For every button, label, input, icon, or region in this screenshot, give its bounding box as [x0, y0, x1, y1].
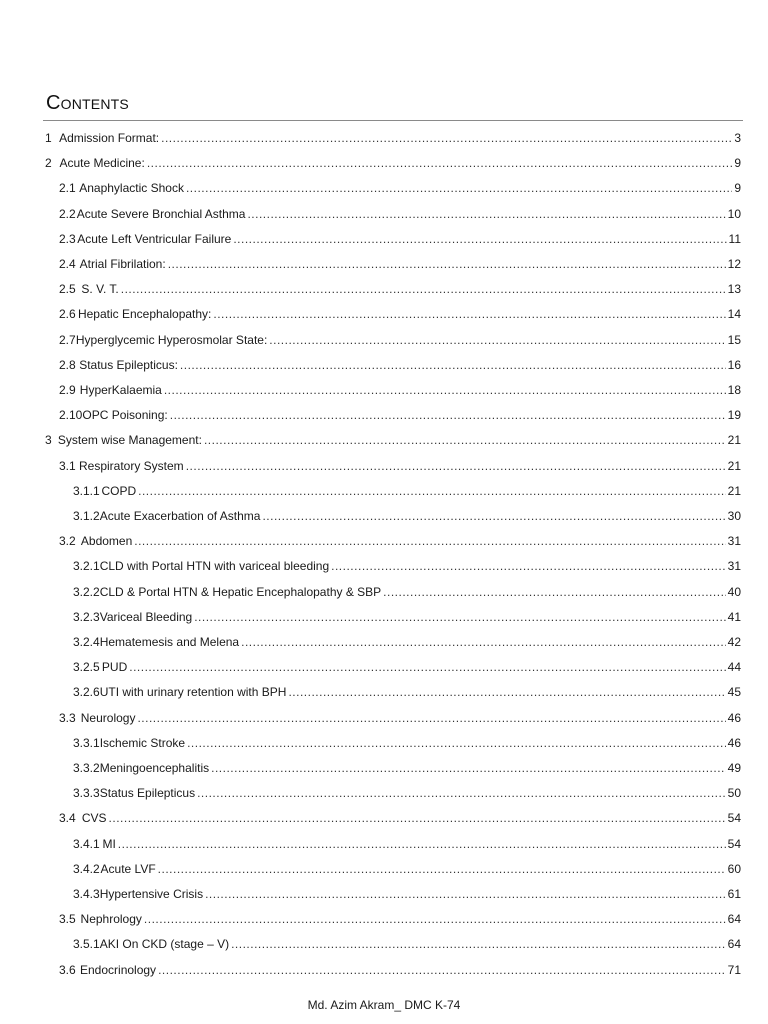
toc-entry-title: HyperKalaemia — [79, 383, 162, 397]
toc-entry-page: 50 — [727, 786, 741, 801]
toc-dot-leader — [161, 128, 732, 148]
toc-entry-title: Meningoencephalitis — [99, 761, 210, 775]
toc-entry-page: 60 — [727, 861, 741, 876]
toc-entry-page: 44 — [727, 660, 741, 675]
toc-entry-title: Status Epilepticus: — [79, 357, 178, 372]
toc-entry-page: 10 — [727, 206, 741, 221]
toc-dot-leader — [211, 758, 726, 778]
toc-entry-title: Acute Medicine: — [59, 156, 145, 171]
toc-entry[interactable] — [59, 355, 741, 375]
toc-entry-number: 2.8 — [59, 357, 76, 372]
toc-entry[interactable] — [59, 708, 741, 728]
toc-entry-page: 41 — [727, 609, 741, 624]
toc-entry-title: Endocrinology — [80, 962, 157, 977]
toc-entry-title: Ischemic Stroke — [99, 735, 186, 750]
toc-dot-leader — [383, 582, 725, 602]
toc-entry-page: 13 — [727, 282, 741, 297]
toc-entry[interactable] — [73, 607, 741, 627]
toc-entry-title: Variceal Bleeding — [99, 609, 193, 624]
toc-entry-number: 2 — [45, 156, 52, 171]
toc-entry[interactable] — [59, 808, 741, 828]
toc-dot-leader — [269, 330, 725, 350]
toc-entry-page: 46 — [727, 735, 741, 750]
toc-dot-leader — [197, 783, 726, 803]
toc-entry-title: AKI On CKD (stage – V) — [99, 937, 230, 952]
toc-entry[interactable] — [73, 884, 741, 904]
toc-entry[interactable] — [59, 960, 741, 980]
toc-entry-number: 2.3 — [59, 231, 76, 246]
toc-entry-page: 31 — [727, 559, 741, 574]
toc-entry[interactable] — [73, 733, 741, 753]
toc-entry-page: 9 — [734, 181, 741, 196]
toc-entry-page: 3 — [734, 131, 741, 145]
toc-dot-leader — [147, 153, 732, 173]
toc-dot-leader — [164, 380, 726, 400]
toc-entry-title: Hematemesis and Melena — [99, 635, 240, 649]
toc-dot-leader — [241, 632, 726, 652]
toc-dot-leader — [205, 884, 726, 904]
toc-entry-title: Acute Exacerbation of Asthma — [99, 509, 261, 523]
page-footer: Md. Azim Akram_ DMC K-74 — [307, 998, 461, 1012]
toc-entry-number: 2.1 — [59, 181, 76, 196]
toc-entry-number: 2.6 — [59, 307, 76, 322]
toc-entry-number: 3.2.1 — [73, 559, 100, 574]
toc-entry-number: 2.2 — [59, 206, 76, 221]
toc-dot-leader — [109, 808, 726, 828]
toc-entry-page: 71 — [727, 962, 741, 977]
toc-entry-page: 46 — [727, 710, 741, 725]
toc-dot-leader — [204, 430, 726, 450]
toc-dot-leader — [158, 859, 726, 879]
toc-dot-leader — [137, 708, 725, 728]
toc-dot-leader — [134, 531, 725, 551]
toc-entry-number: 3.1.1 — [73, 483, 100, 498]
toc-entry-page: 61 — [727, 887, 741, 901]
toc-entry-number: 3.6 — [59, 962, 76, 977]
toc-entry[interactable] — [73, 632, 741, 652]
toc-entry-title: Status Epilepticus — [99, 786, 196, 801]
toc-dot-leader — [186, 456, 726, 476]
toc-entry-title: OPC Poisoning: — [82, 408, 168, 423]
toc-entry-title: Hepatic Encephalopathy: — [77, 307, 212, 322]
toc-entry[interactable] — [73, 556, 741, 576]
toc-entry-title: Abdomen — [80, 534, 133, 549]
toc-entry[interactable] — [73, 859, 741, 879]
toc-dot-leader — [138, 481, 726, 501]
toc-entry-number: 3.3.2 — [73, 761, 100, 775]
toc-entry-title: Anaphylactic Shock — [79, 181, 184, 196]
toc-entry-number: 3.3 — [59, 710, 76, 725]
toc-entry-number: 3.4.2 — [73, 861, 100, 876]
toc-entry[interactable] — [59, 279, 741, 299]
toc-entry-number: 2.4 — [59, 257, 76, 271]
toc-entry-title: Hyperglycemic Hyperosmolar State: — [75, 332, 268, 347]
toc-dot-leader — [194, 607, 725, 627]
toc-entry[interactable] — [59, 531, 741, 551]
toc-dot-leader — [213, 304, 725, 324]
toc-entry[interactable] — [59, 229, 741, 249]
toc-entry-title: Acute Severe Bronchial Asthma — [76, 206, 246, 221]
toc-entry-page: 42 — [727, 635, 741, 649]
toc-entry-title: COPD — [101, 483, 137, 498]
toc-dot-leader — [129, 657, 725, 677]
toc-dot-leader — [262, 506, 725, 526]
toc-dot-leader — [186, 178, 732, 198]
toc-entry-title: CLD with Portal HTN with variceal bleeding — [99, 559, 330, 574]
toc-entry-number: 2.7 — [59, 332, 76, 347]
page-title: Contents — [46, 92, 129, 114]
toc-entry[interactable] — [73, 783, 741, 803]
toc-entry-number: 3.1.2 — [73, 509, 100, 523]
toc-entry-number: 2.10 — [59, 408, 83, 423]
toc-entry[interactable] — [73, 481, 741, 501]
toc-entry-number: 3.2.2 — [73, 584, 100, 599]
toc-entry-number: 3.2.3 — [73, 609, 100, 624]
toc-entry-page: 21 — [727, 433, 741, 448]
toc-entry-page: 64 — [727, 937, 741, 952]
toc-entry-title: PUD — [101, 660, 128, 675]
toc-entry[interactable] — [73, 758, 741, 778]
toc-entry-number: 3.4.1 — [73, 836, 100, 851]
toc-entry-page: 21 — [727, 483, 741, 498]
toc-entry[interactable] — [73, 657, 741, 677]
toc-dot-leader — [170, 405, 726, 425]
toc-entry-title: CVS — [81, 811, 107, 826]
toc-entry-title: Nephrology — [80, 912, 142, 927]
toc-dot-leader — [233, 229, 726, 249]
toc-entry-page: 49 — [727, 761, 741, 775]
toc-entry[interactable] — [59, 909, 741, 929]
toc-entry-number: 3.2.6 — [73, 685, 100, 700]
toc-entry-page: 19 — [727, 408, 741, 423]
toc-entry-title: UTI with urinary retention with BPH — [99, 685, 287, 700]
toc-dot-leader — [331, 556, 726, 576]
toc-entry[interactable] — [59, 330, 741, 350]
toc-entry-page: 15 — [727, 332, 741, 347]
toc-entry-number: 3.5 — [59, 912, 76, 927]
toc-entry[interactable] — [45, 128, 741, 148]
toc-entry-title: Admission Format: — [59, 131, 160, 145]
toc-entry-page: 16 — [727, 357, 741, 372]
toc-entry[interactable] — [59, 456, 741, 476]
toc-entry-page: 30 — [727, 509, 741, 523]
toc-entry-title: System wise Management: — [57, 433, 202, 448]
toc-entry-page: 11 — [728, 231, 741, 246]
toc-entry-page: 54 — [727, 836, 741, 851]
toc-entry-number: 3.1 — [59, 458, 76, 473]
toc-entry-title: Acute LVF — [100, 861, 156, 876]
toc-entry-number: 3.5.1 — [73, 937, 100, 952]
toc-entry-number: 3.2.4 — [73, 635, 100, 649]
toc-entry-number: 3 — [45, 433, 52, 448]
toc-entry-title: Respiratory System — [78, 458, 184, 473]
toc-entry-title: Atrial Fibrilation: — [79, 257, 166, 271]
toc-entry[interactable] — [73, 506, 741, 526]
toc-dot-leader — [180, 355, 726, 375]
toc-entry-page: 18 — [727, 383, 741, 397]
toc-entry-page: 40 — [727, 584, 741, 599]
toc-entry[interactable] — [59, 405, 741, 425]
toc-entry[interactable] — [73, 834, 741, 854]
toc-dot-leader — [231, 934, 726, 954]
toc-entry-page: 9 — [734, 156, 741, 171]
toc-entry[interactable] — [73, 682, 741, 702]
toc-entry[interactable] — [59, 304, 741, 324]
toc-entry-page: 14 — [727, 307, 741, 322]
toc-entry-number: 3.3.1 — [73, 735, 100, 750]
toc-dot-leader — [144, 909, 726, 929]
toc-entry-title: Acute Left Ventricular Failure — [77, 231, 232, 246]
toc-entry-title: Hypertensive Crisis — [99, 887, 204, 901]
toc-entry-page: 31 — [727, 534, 741, 549]
toc-entry[interactable] — [59, 204, 741, 224]
toc-dot-leader — [187, 733, 726, 753]
toc-entry[interactable] — [59, 254, 741, 274]
toc-entry-page: 45 — [727, 685, 741, 700]
toc-entry[interactable] — [73, 934, 741, 954]
toc-entry-number: 2.5 — [59, 282, 76, 297]
toc-dot-leader — [121, 279, 726, 299]
toc-dot-leader — [247, 204, 725, 224]
toc-entry-page: 64 — [727, 912, 741, 927]
toc-entry-number: 3.2 — [59, 534, 76, 549]
toc-entry-number: 3.4.3 — [73, 887, 100, 901]
toc-entry-page: 54 — [727, 811, 741, 826]
toc-entry-number: 1 — [45, 131, 52, 145]
toc-entry-number: 2.9 — [59, 383, 76, 397]
toc-entry[interactable] — [73, 582, 741, 602]
toc-entry-title: MI — [102, 836, 116, 851]
toc-entry[interactable] — [45, 153, 741, 173]
toc-dot-leader — [118, 834, 726, 854]
toc-entry-title: CLD & Portal HTN & Hepatic Encephalopathy & SBP — [99, 584, 382, 599]
toc-entry-number: 3.3.3 — [73, 786, 100, 801]
toc-entry-page: 21 — [727, 458, 741, 473]
toc-entry-title: S. V. T. — [81, 282, 119, 297]
toc-entry-number: 3.4 — [59, 811, 76, 826]
toc-entry[interactable] — [59, 380, 741, 400]
toc-entry-page: 12 — [727, 257, 741, 271]
toc-dot-leader — [168, 254, 726, 274]
toc-dot-leader — [158, 960, 726, 980]
toc-entry[interactable] — [59, 178, 741, 198]
toc-entry-title: Neurology — [80, 710, 136, 725]
toc-entry[interactable] — [45, 430, 741, 450]
toc-entry-number: 3.2.5 — [73, 660, 100, 675]
title-divider — [43, 120, 743, 121]
toc-dot-leader — [288, 682, 725, 702]
